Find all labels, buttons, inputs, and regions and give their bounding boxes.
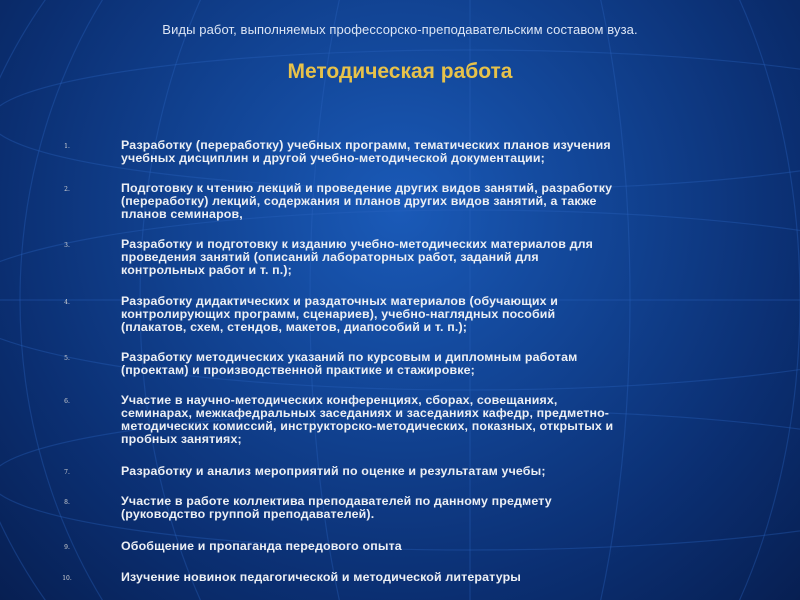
list-item-number: 6. xyxy=(64,398,70,405)
list-item-text: Участие в работе коллектива преподавателей по данному предмету (руководство группой преподавателей). xyxy=(121,494,552,521)
slide-title: Методическая работа xyxy=(287,60,513,83)
list-item-number: 9. xyxy=(64,544,70,551)
list-item-number: 5. xyxy=(64,355,70,362)
list-item-text: Разработку (переработку) учебных программ, тематических планов изучения учебных дисциплин и другой учебно-методической документации; xyxy=(121,138,611,165)
list-item-text: Разработку и анализ мероприятий по оценке и результатам учебы; xyxy=(121,464,546,478)
list-item-number: 7. xyxy=(64,469,70,476)
list-item-text: Разработку методических указаний по курсовым и дипломным работам (проектам) и производственной практике и стажировке; xyxy=(121,350,578,377)
list-item-text: Разработку дидактических и раздаточных материалов (обучающих и контролирующих программ, сценариев), учебно-наглядных пособий (плакатов, схем, стендов, макетов, диапособий и т. п.); xyxy=(121,294,559,334)
list-item-number: 1. xyxy=(64,143,70,150)
list-item-number: 3. xyxy=(64,242,70,249)
list-item-number: 4. xyxy=(64,299,70,306)
list-item-text: Обобщение и пропаганда передового опыта xyxy=(121,539,402,553)
list-item-text: Разработку и подготовку к изданию учебно-методических материалов для проведения занятий (описаний лабораторных работ, заданий для контрольных работ и т. п.); xyxy=(121,237,594,277)
slide-subtitle: Виды работ, выполняемых профессорско-преподавательским составом вуза. xyxy=(162,22,638,37)
list-item-text: Изучение новинок педагогической и методической литературы xyxy=(121,570,522,584)
list-item-text: Участие в научно-методических конференциях, сборах, совещаниях, семинарах, межкафедральных заседаниях и заседаниях кафедр, предметно- методических комиссий, инструкторско-методических, показных, открытых и пробных занятиях; xyxy=(121,393,614,446)
list-item-number: 8. xyxy=(64,499,70,506)
list-item-number: 10. xyxy=(62,575,72,582)
list-item-text: Подготовку к чтению лекций и проведение других видов занятий, разработку (переработку) лекций, содержания и планов других видов занятий, а также планов семинаров, xyxy=(121,181,613,221)
list-item-number: 2. xyxy=(64,186,70,193)
